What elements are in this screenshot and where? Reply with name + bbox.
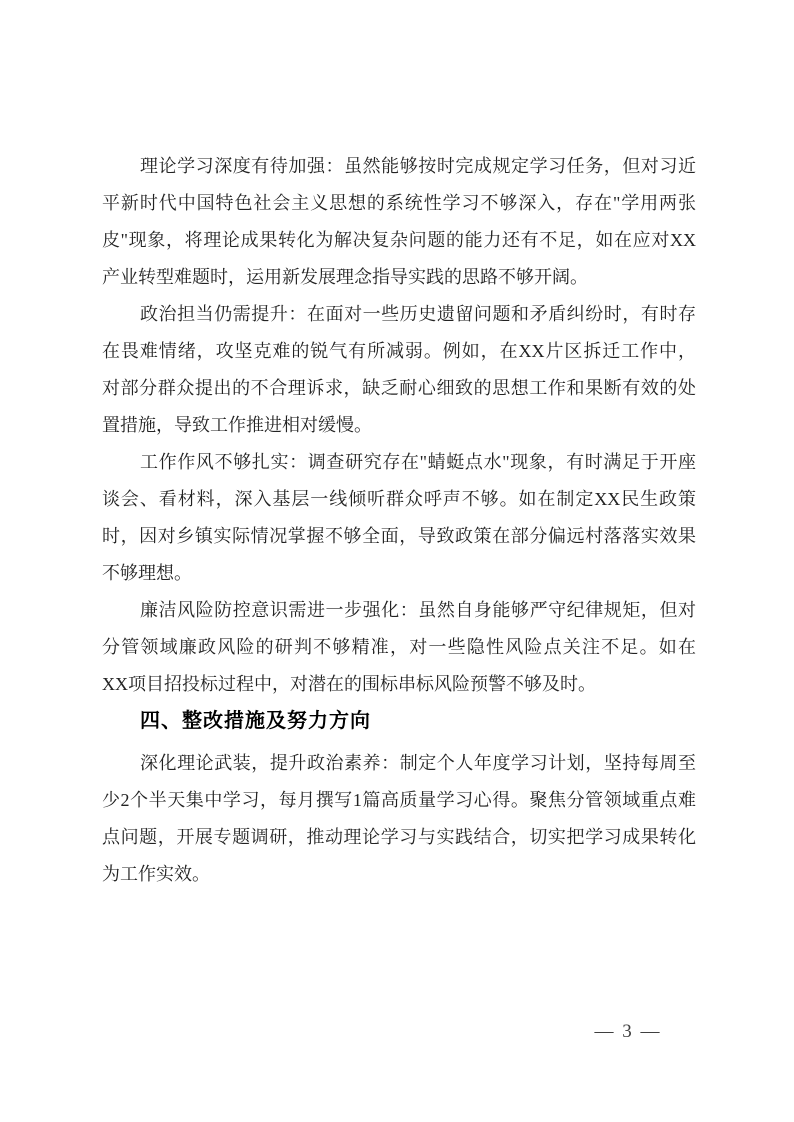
section-heading: 四、整改措施及努力方向 [140,710,371,732]
page-number: — 3 — [594,1021,662,1042]
text-line: 为工作实效。 [102,864,210,884]
text-line: 产业转型难题时，运用新发展理念指导实践的思路不够开阔。 [102,267,588,287]
paragraph-theory-study [102,148,696,296]
text-line: 皮"现象，将理论成果转化为解决复杂问题的能力还有不足，如在应对XX [102,230,696,250]
section-heading-rectification [102,703,696,740]
text-line: 深化理论武装，提升政治素养：制定个人年度学习计划，坚持每周至 [140,753,696,773]
paragraph-integrity-risk [102,592,696,703]
text-line: 理论学习深度有待加强：虽然能够按时完成规定学习任务，但对习近 [140,156,696,176]
paragraph-deepen-theory [102,745,696,893]
text-line: 谈会、看材料，深入基层一线倾听群众呼声不够。如在制定XX民生政策 [102,489,696,509]
text-line: 时，因对乡镇实际情况掌握不够全面，导致政策在部分偏远村落落实效果 [102,526,696,546]
paragraph-work-style [102,444,696,592]
text-line: 对部分群众提出的不合理诉求，缺乏耐心细致的思想工作和果断有效的处 [102,378,696,398]
document-body [102,148,696,893]
text-line: 在畏难情绪，攻坚克难的锐气有所减弱。例如，在XX片区拆迁工作中， [102,341,696,361]
text-line: 政治担当仍需提升：在面对一些历史遗留问题和矛盾纠纷时，有时存 [140,304,696,324]
text-line: 置措施，导致工作推进相对缓慢。 [102,415,372,435]
text-line: 廉洁风险防控意识需进一步强化：虽然自身能够严守纪律规矩，但对 [140,600,696,620]
text-line: 分管领域廉政风险的研判不够精准，对一些隐性风险点关注不足。如在 [102,637,696,657]
text-line: 少2个半天集中学习，每月撰写1篇高质量学习心得。聚焦分管领域重点难 [102,790,696,810]
text-line: 不够理想。 [102,563,192,583]
text-line: XX项目招投标过程中，对潜在的围标串标风险预警不够及时。 [102,674,596,694]
text-line: 平新时代中国特色社会主义思想的系统性学习不够深入，存在"学用两张 [102,193,696,213]
text-line: 工作作风不够扎实：调查研究存在"蜻蜓点水"现象，有时满足于开座 [140,452,696,472]
text-line: 点问题，开展专题调研，推动理论学习与实践结合，切实把学习成果转化 [102,827,696,847]
paragraph-political-responsibility [102,296,696,444]
